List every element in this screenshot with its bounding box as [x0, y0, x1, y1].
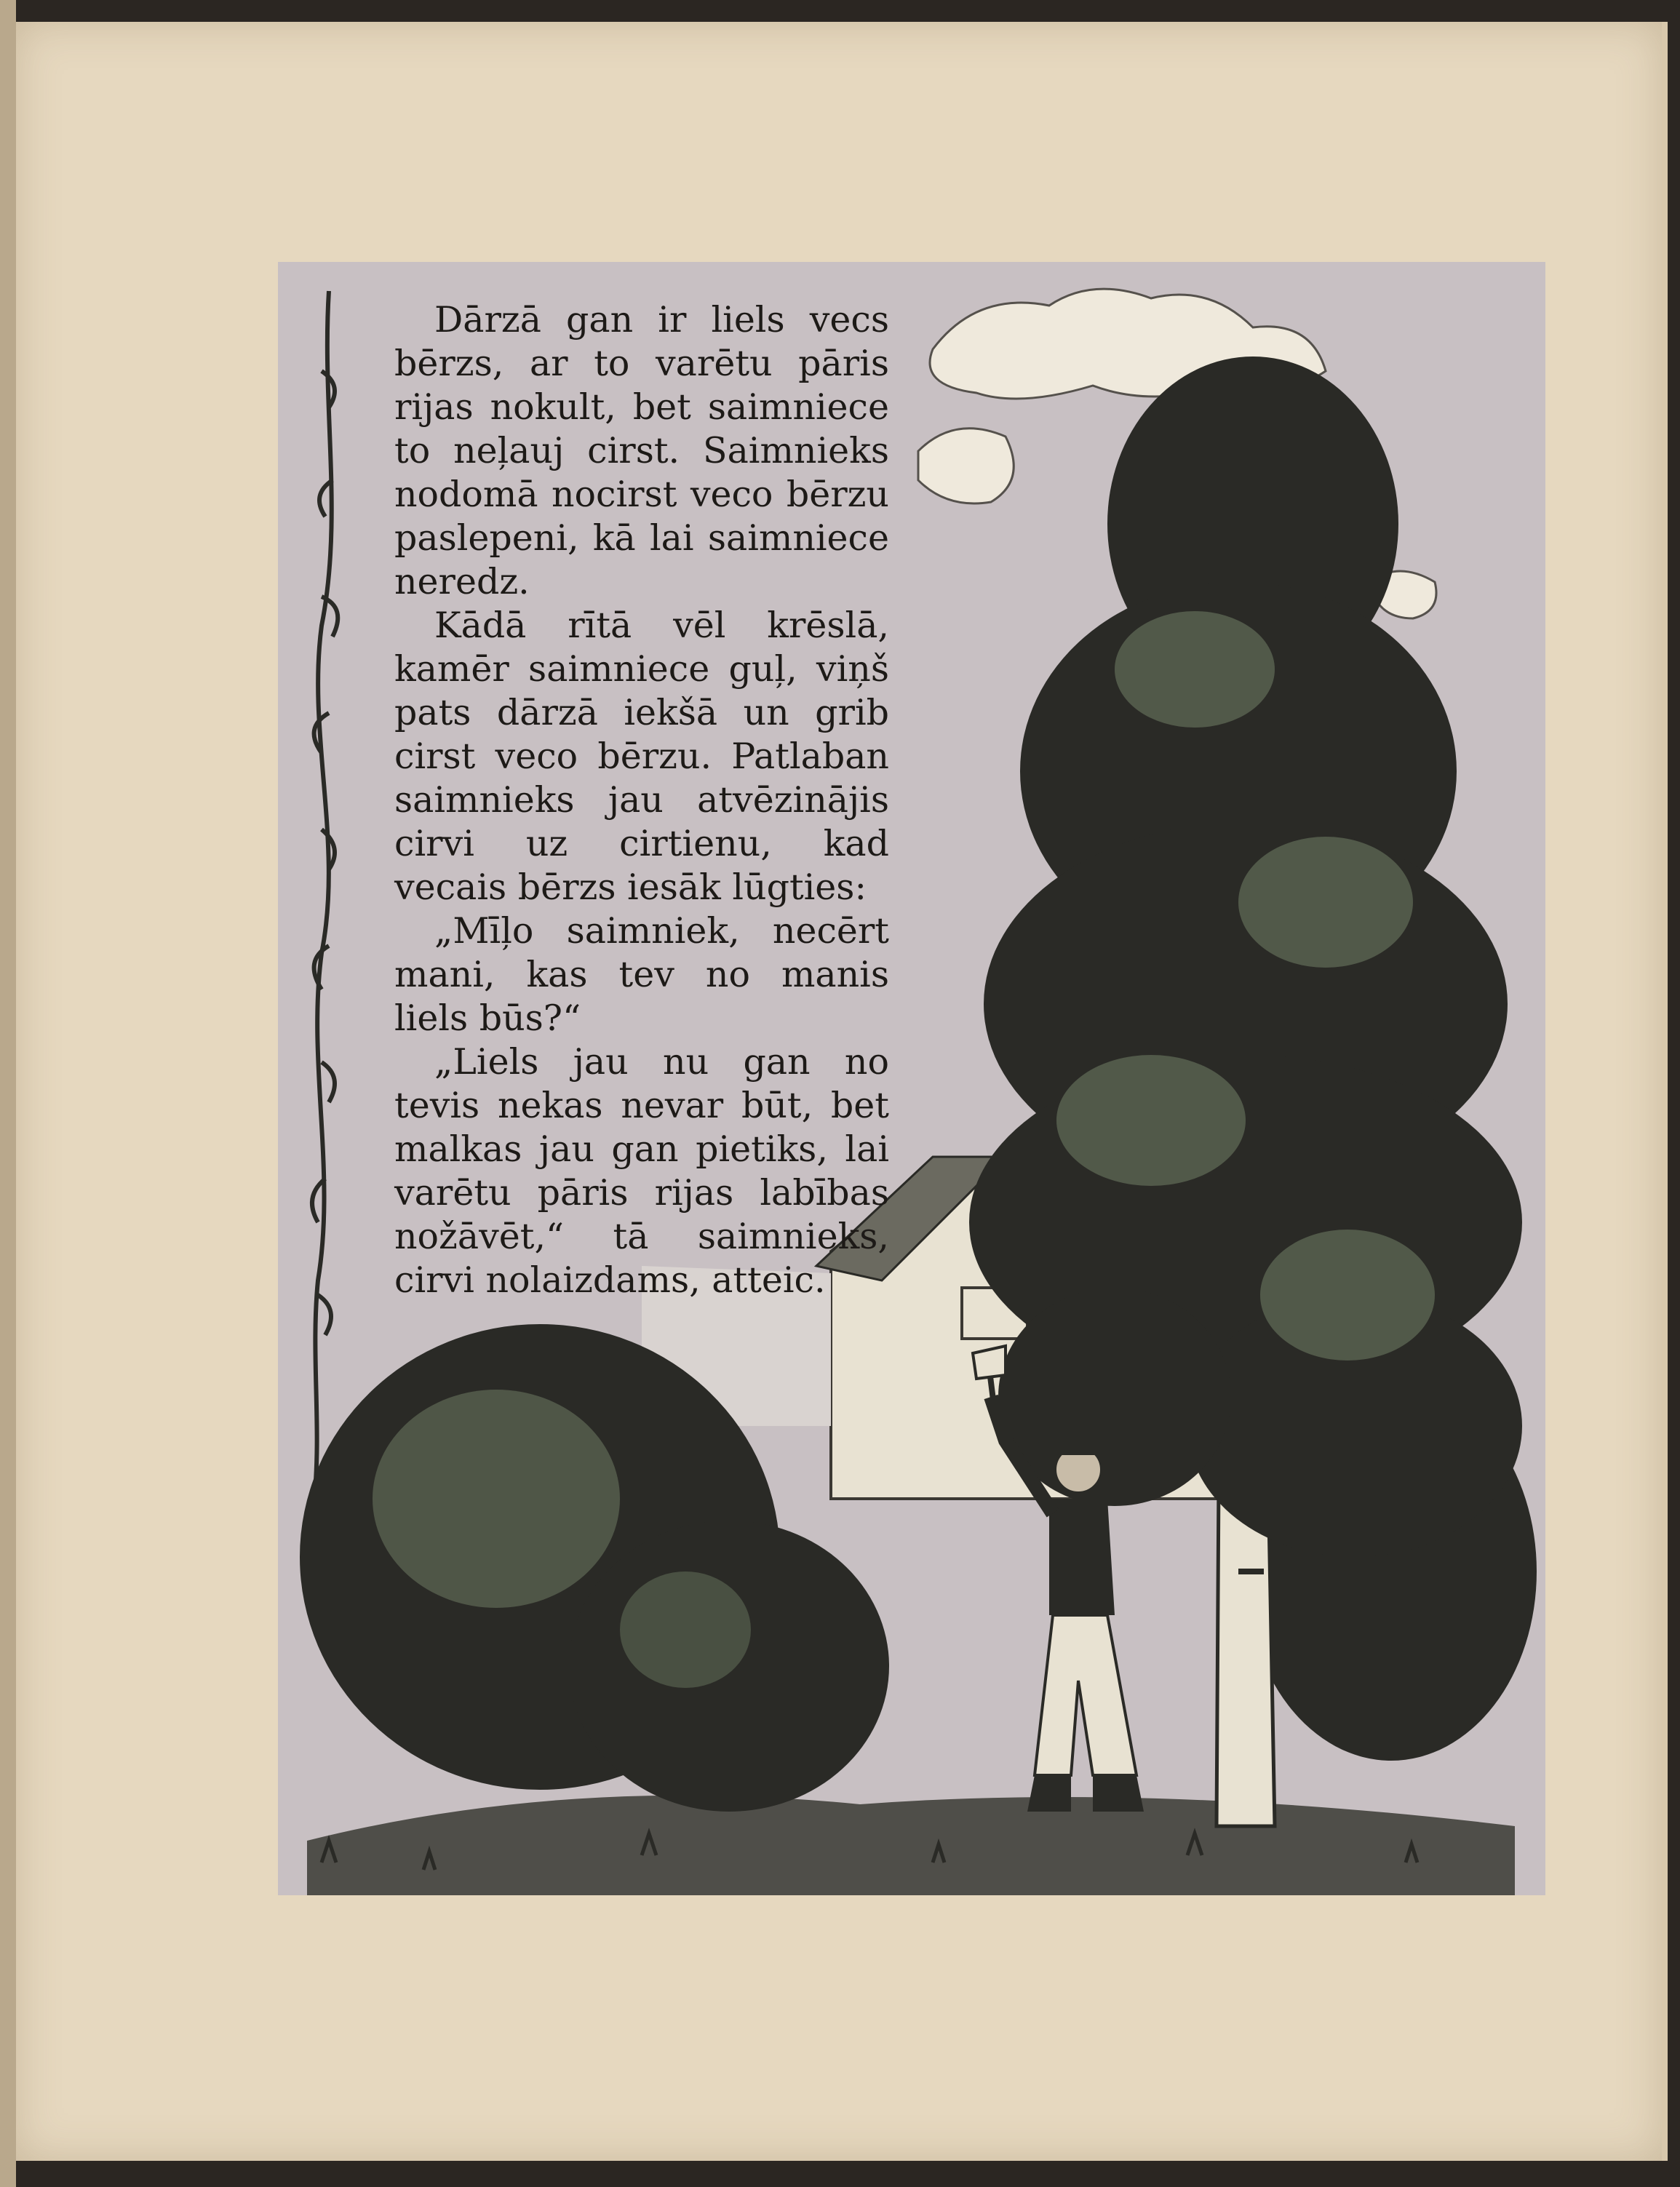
- page-edge: [0, 0, 16, 2187]
- birch-foliage: [969, 356, 1522, 1557]
- story-text: [394, 298, 889, 1302]
- paragraph: Kādā rītā vēl krēslā, kamēr saimniece guļ, viņš pats dārzā iekšā un grib cirst veco bērzu. Patlaban saimnieks jau atvēzinājis cirvi uz cirtienu, kad vecais bērzs iesāk lūgties:: [394, 605, 889, 908]
- vine-ornament: [312, 291, 338, 1499]
- paragraph: „Liels jau nu gan no tevis nekas nevar būt, bet malkas jau gan pietiks, lai varētu pāris rijas labības nožāvēt,“ tā saimnieks, cirvi nolaizdams, atteic.: [394, 1041, 889, 1301]
- book-page: [16, 22, 1668, 2161]
- paragraph: „Mīļo saimniek, necērt mani, kas tev no manis liels būs?“: [394, 910, 889, 1039]
- ground: [307, 1796, 1515, 1895]
- paragraph: Dārzā gan ir liels vecs bērzs, ar to varētu pāris rijas nokult, bet saimniece to neļauj cirst. Saimnieks nodomā nocirst veco bērzu paslepeni, kā lai saimniece neredz.: [394, 299, 889, 602]
- illustrated-plate: [278, 262, 1545, 1895]
